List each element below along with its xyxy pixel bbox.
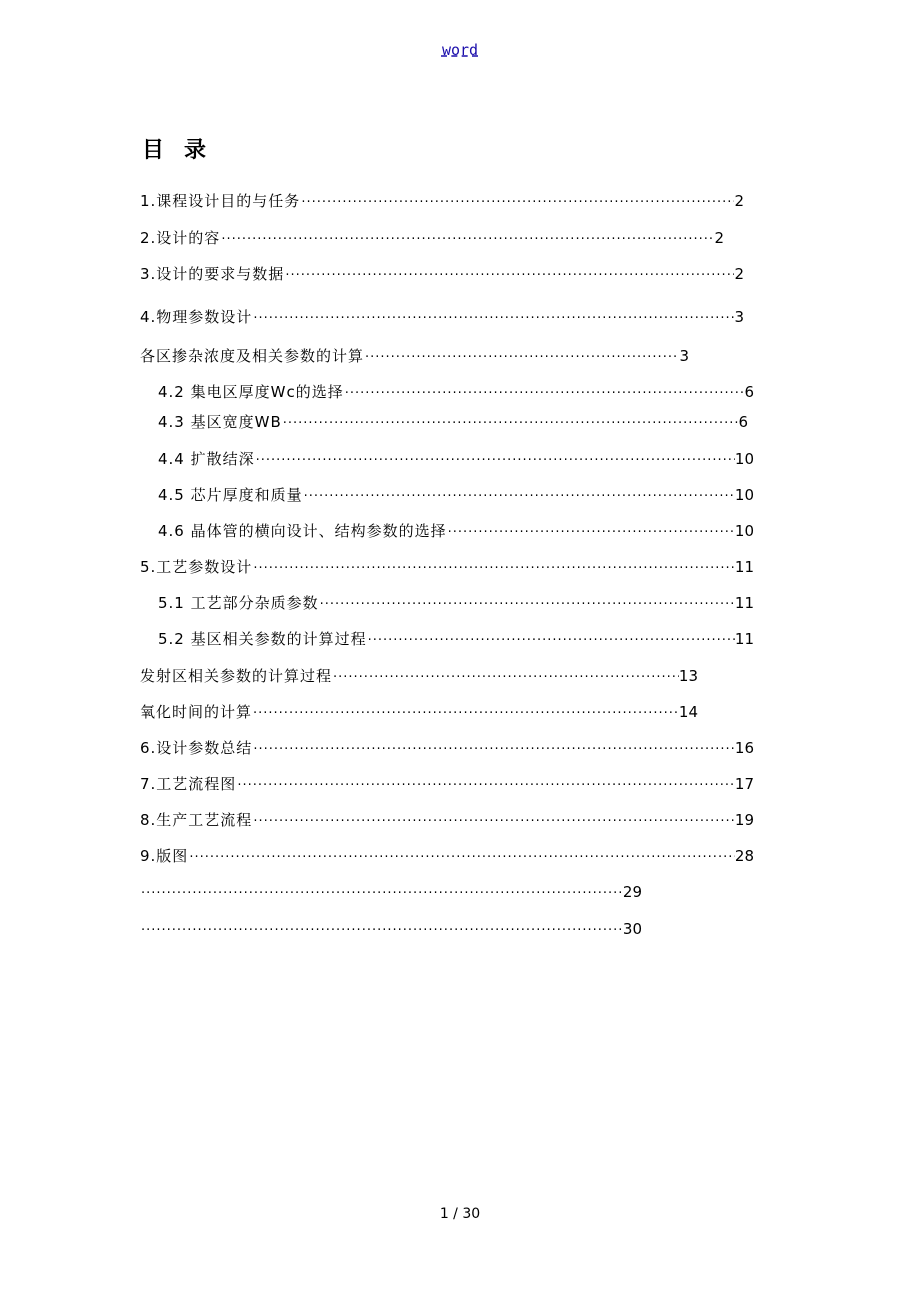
toc-entry-label: 4.3 基区宽度WB bbox=[158, 413, 282, 431]
toc-leader-dots bbox=[282, 413, 739, 433]
toc-entry[interactable] bbox=[158, 381, 754, 403]
toc-title: 目录 bbox=[142, 138, 227, 163]
toc-entry[interactable] bbox=[158, 592, 754, 614]
toc-entry[interactable] bbox=[158, 628, 754, 650]
toc-entry-page: 3 bbox=[734, 308, 744, 326]
toc-entry[interactable] bbox=[140, 918, 642, 940]
toc-entry-page: 10 bbox=[734, 450, 754, 468]
toc-entry[interactable] bbox=[140, 809, 754, 831]
toc-leader-dots bbox=[332, 667, 679, 687]
toc-leader-dots bbox=[319, 594, 735, 614]
toc-entry-label: 8.生产工艺流程 bbox=[140, 811, 253, 829]
toc-leader-dots bbox=[140, 920, 623, 940]
toc-entry[interactable] bbox=[140, 701, 698, 723]
toc-entry-page: 14 bbox=[678, 703, 698, 721]
toc-entry[interactable] bbox=[140, 845, 754, 867]
toc-entry-label: 5.1 工艺部分杂质参数 bbox=[158, 594, 319, 612]
toc-leader-dots bbox=[284, 265, 734, 285]
toc-entry-page: 19 bbox=[734, 811, 754, 829]
toc-entry-page: 2 bbox=[714, 229, 724, 247]
toc-entry-page: 3 bbox=[679, 347, 689, 365]
toc-leader-dots bbox=[220, 229, 714, 249]
toc-entry[interactable] bbox=[158, 411, 748, 433]
toc-leader-dots bbox=[303, 486, 735, 506]
toc-entry-page: 30 bbox=[622, 920, 642, 938]
toc-leader-dots bbox=[344, 383, 745, 403]
toc-entry[interactable] bbox=[140, 881, 642, 903]
toc-entry-page: 17 bbox=[734, 775, 754, 793]
toc-entry-page: 16 bbox=[734, 739, 754, 757]
page-indicator: 1 / 30 bbox=[439, 1206, 481, 1222]
toc-entry[interactable] bbox=[140, 345, 689, 367]
toc-entry-label: 各区掺杂浓度及相关参数的计算 bbox=[140, 347, 365, 365]
toc-entry-page: 2 bbox=[734, 192, 744, 210]
toc-leader-dots bbox=[252, 811, 735, 831]
toc-leader-dots bbox=[300, 192, 734, 212]
toc-entry[interactable] bbox=[140, 190, 744, 212]
toc-entry-label: 4.5 芯片厚度和质量 bbox=[158, 486, 303, 504]
toc-leader-dots bbox=[252, 703, 679, 723]
toc-entry-label: 2.设计的容 bbox=[140, 229, 221, 247]
toc-leader-dots bbox=[367, 630, 735, 650]
toc-entry-page: 11 bbox=[734, 594, 754, 612]
toc-leader-dots bbox=[252, 558, 735, 578]
toc-entry-label: 4.物理参数设计 bbox=[140, 308, 253, 326]
toc-entry-label: 5.工艺参数设计 bbox=[140, 558, 253, 576]
toc-entry-label: 9.版图 bbox=[140, 847, 189, 865]
toc-leader-dots bbox=[364, 347, 679, 367]
toc-entry[interactable] bbox=[140, 263, 744, 285]
toc-entry-label: 4.4 扩散结深 bbox=[158, 450, 255, 468]
toc-entry-label: 3.设计的要求与数据 bbox=[140, 265, 285, 283]
toc-leader-dots bbox=[252, 308, 734, 328]
toc-entry-label: 7.工艺流程图 bbox=[140, 775, 237, 793]
toc-entry[interactable] bbox=[140, 737, 754, 759]
toc-entry[interactable] bbox=[140, 773, 754, 795]
toc-entry[interactable] bbox=[158, 520, 754, 542]
toc-entry-page: 10 bbox=[734, 522, 754, 540]
toc-entry[interactable] bbox=[158, 448, 754, 470]
toc-entry-page: 11 bbox=[734, 630, 754, 648]
toc-entry-page: 6 bbox=[738, 413, 748, 431]
toc-entry-label: 1.课程设计目的与任务 bbox=[140, 192, 301, 210]
toc-entry-label: 5.2 基区相关参数的计算过程 bbox=[158, 630, 367, 648]
toc-entry-label: 4.6 晶体管的横向设计、结构参数的选择 bbox=[158, 522, 447, 540]
toc-entry[interactable] bbox=[140, 556, 754, 578]
toc-entry-page: 6 bbox=[744, 383, 754, 401]
toc-entry[interactable] bbox=[140, 665, 698, 687]
toc-leader-dots bbox=[255, 450, 735, 470]
toc-entry[interactable] bbox=[140, 227, 724, 249]
toc-entry-page: 2 bbox=[734, 265, 744, 283]
toc-entry-page: 11 bbox=[734, 558, 754, 576]
toc-entry[interactable] bbox=[158, 484, 754, 506]
toc-entry-label: 6.设计参数总结 bbox=[140, 739, 253, 757]
toc-leader-dots bbox=[140, 883, 623, 903]
toc-leader-dots bbox=[236, 775, 735, 795]
header-link-text[interactable]: word bbox=[441, 41, 479, 59]
toc-leader-dots bbox=[447, 522, 735, 542]
toc-entry-label: 4.2 集电区厚度Wc的选择 bbox=[158, 383, 344, 401]
toc-entry-page: 10 bbox=[734, 486, 754, 504]
toc-entry-page: 13 bbox=[678, 667, 698, 685]
toc-entry-label: 发射区相关参数的计算过程 bbox=[140, 667, 333, 685]
toc-entry-label: 氧化时间的计算 bbox=[140, 703, 253, 721]
toc-leader-dots bbox=[188, 847, 735, 867]
toc-leader-dots bbox=[252, 739, 735, 759]
toc-entry-page: 28 bbox=[734, 847, 754, 865]
toc-entry[interactable] bbox=[140, 306, 744, 328]
toc-entry-page: 29 bbox=[622, 883, 642, 901]
